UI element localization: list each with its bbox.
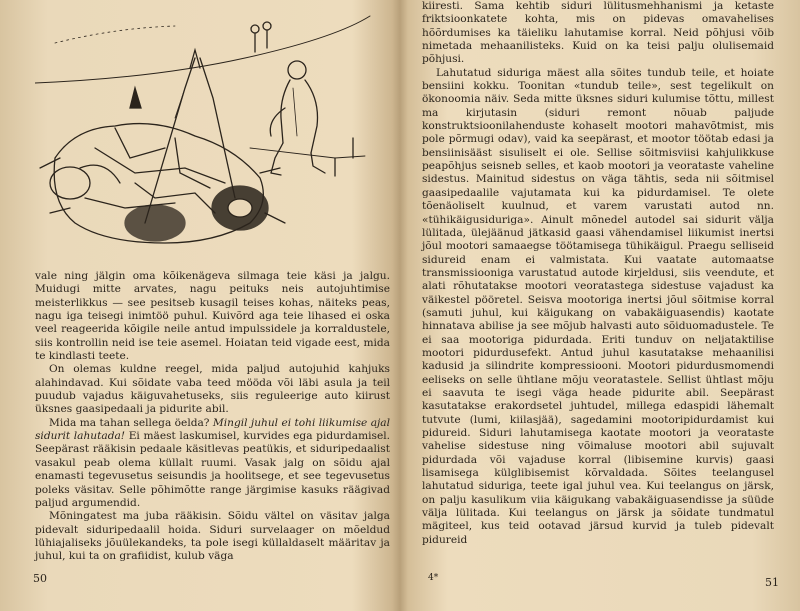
paragraph [422,67,774,547]
page-number-right: 51 [765,576,779,589]
paragraph [35,417,390,510]
paragraph [35,363,390,416]
paragraph-text: vale ning jälgin oma kõikenägeva silmaga teie käsi ja jalgu. Muidugi mitte arvates, nagu peituks neis autojuhtimise meisterlikkus — see pesitseb kusagil teises kohas, näiteks peas, nagu iga teisegi inimtöö puhul. Kuivõrd aga teie lihased ei oska veel reageerida kõigile neile antud impulssidele ja korraldustele, siis kontrollin neid ise teie asemel. Hoiatan teid vigade eest, mida te kindlasti teete. [35,270,390,363]
signature-mark: 4* [428,573,439,583]
paragraph-text: Mida ma tahan sellega öelda? [49,416,213,429]
paragraph [35,270,390,363]
paragraph [422,0,774,67]
page-number-left: 50 [33,572,47,585]
paragraph-text: Ei mäest laskumisel, kurvides ega pidurdamisel. Seepärast rääkisin pedaale käsitlevas peatükis, et siduripedaalist vasakul peab olema küllalt ruumi. Vasak jalg on sõidu ajal enamasti tegevusetus seisundis ja hoolitsege, et see tegevusetus poleks väsitav. Selle põhimõtte range järgimise kasuks räägivad paljud argumendid. [35,430,390,509]
paragraph-text: Lahutatud siduriga mäest alla sõites tundub teile, et hoiate bensiini kokku. Toonitan «tundub teile», sest tegelikult on ökonoomia näiv. Seda mitte üksnes siduri kulumise tõttu, millest ma kirjutasin (siduri remont nõuab paljude konstruktsioonilahenduste kohaselt mootori mahavõtmist, mis pole põrmugi odav), vaid ka seepärast, et mootor töötab edasi ja bensiinisääst sisuliselt ei ole. Sellise sõitmisviisi kahjulikkuse peapõhjus seisneb selles, et kaob mootori ja veoratastе vaheline sidestus. Mainitud sidestus on väga tähtis, seda nii sõitmisel gaasipedaalile vajutamata kui ka pidurdamisel. Te olete tõenäoliselt kuulnud, et varem varustati autod nn. «tühikäigusiduriga». Ainult mõnedel autodel sai sidurit välja lülitada, ülejäänud jätkasid gaasi vähendamisel liikumist inertsi jõul mootori samaaegse töötamisega tühikäigul. Praegu selliseid sidureid enam ei valmistata. Kui vaatate automaatse transmissiooniga varustatud autode kirjeldusi, siis veendute, et alati rõhutatakse mootori veoratastega sidestuse vajadust ka väikestel pööretel. Seisva mootoriga inertsi jõul sõitmise korral (samuti juhul, kui käigukang on vabakäiguasendis) kaotate hinnatava abilise ja see mõjub halvasti auto sõiduomadustele. Te ei saa mootoriga pidurdada. Eriti tunduv on neljataktilise mootori pidurdusefekt. Antud juhul kasutatakse mehaanilisi kadusid ja silindrite kompressiooni. Mootori pidurdusmomendi eeliseks on selle ühtlane mõju veoratastele. Sellist ühtlast mõju ei saavuta te isegi väga heade pidurite abil. Seepärast kasutatakse erakordsetel juhtudel, millega edaspidi lähemalt tutvute (lumi, kiilasjää), sagedamini mootoripidurdamist kui pidureid. Siduri lahutamisega kaotate mootori ja veoratastе vahelise sidestuse ning võimaluse mootori abil sujuvalt pidurdada või vajaduse korral (libisemine kurvis) gaasi lisamisega külglibisemist kõrvaldada. Sõites teelangusel lahutatud siduriga, teete igal juhul vea. Kui teelangus on järsk, on palju kasulikum viia käigukang vabakäiguasendisse ja süüde välja lülitada. Kui teelangus on järsk ja sõidate tundmatul mägiteel, kus teid ootavad järsud kurvid ja tuleb pidevalt pidureid [422,66,774,546]
paragraph-text: Mõningatest ma juba rääkisin. Sõidu vältel on väsitav jalga pidevalt siduripedaalil hoida. Siduri survelaager on mõeldud lühiajaliseks jõuülekandeks, ta pole isegi küllaldaselt määritav ja juhul, kui ta on grafiidist, kulub väga [35,510,390,563]
illustration-car-crash [35,8,380,253]
emphasis-text: Mingil juhul ei tohi liikumise ajal sidurit lahutada! [35,416,390,443]
paragraph [35,510,390,563]
paragraph-text: On olemas kuldne reegel, mida paljud autojuhid kahjuks alahindavad. Kui sõidate vaba teed mööda või läbi asula ja teil puudub vajadus käiguvahetuseks, siis reguleerige auto kiirust üksnes gaasipedaali ja pidurite abil. [35,363,390,416]
right-page-text [422,0,774,547]
paragraph-text: kiiresti. Sama kehtib siduri lülitusmehhanismi ja ketaste friktsioonkatete kohta, mis on pidevas omavahelises hõõrdumises ka täieliku lahutamise korral. Neid põhjusi võib nimetada mehaanilisteks. Kuid on ka teisi palju olulisemaid põhjusi. [422,0,774,66]
left-page-text [35,270,390,564]
